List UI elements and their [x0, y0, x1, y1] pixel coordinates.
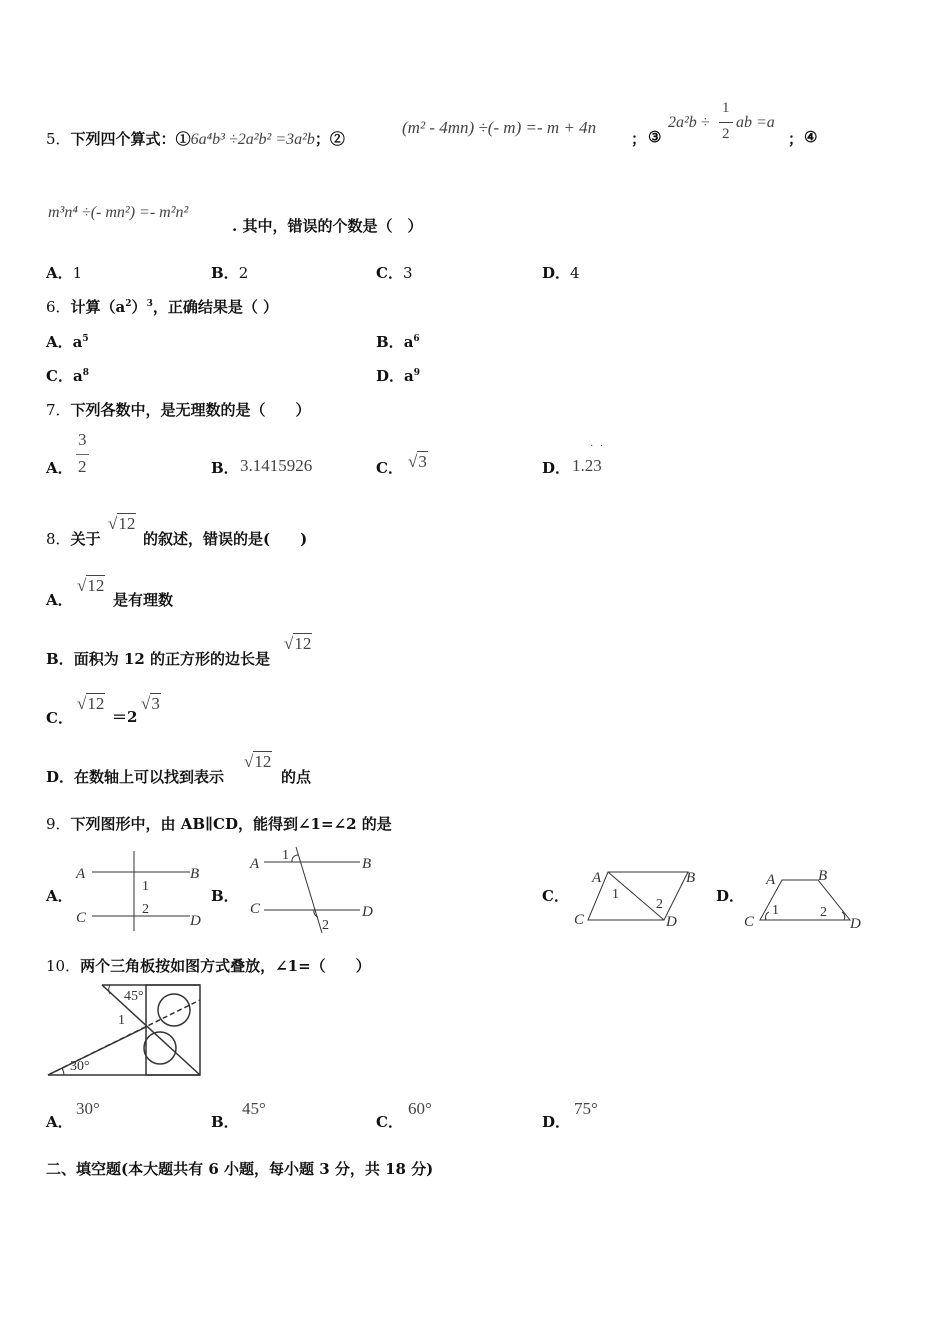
label-angle-1: 1 [118, 1013, 125, 1028]
option-a[interactable]: A． [46, 1113, 73, 1131]
expression-1: 6a⁴b³ ÷2a²b² =3a²b [190, 131, 315, 148]
option-d-value: 1.23 [572, 456, 602, 475]
sqrt-12: √12 [77, 576, 105, 595]
separator: ； [631, 130, 647, 148]
svg-text:C: C [744, 914, 755, 930]
circled-number-3: ③ [648, 128, 662, 146]
figure-c [572, 862, 702, 932]
sqrt-12: √12 [244, 752, 272, 771]
question-8-stem-b: 的叙述，错误的是( ) [143, 530, 308, 548]
option-a-value: 30° [76, 1099, 100, 1118]
option-d[interactable]: D．4 [542, 264, 580, 282]
svg-text:1: 1 [282, 848, 289, 863]
section-title: 二、填空题(本大题共有 6 小题，每小题 3 分，共 18 分) [46, 1160, 434, 1178]
option-b[interactable]: B． [211, 459, 239, 477]
option-c[interactable]: C． [376, 1113, 403, 1131]
option-c[interactable]: C．3 [376, 264, 413, 282]
svg-text:C: C [574, 912, 585, 928]
label-b: B [190, 866, 200, 882]
label-30-degree: 30° [70, 1059, 90, 1074]
sqrt-12: √12 [284, 634, 312, 653]
circled-number-2: ② [329, 130, 345, 148]
option-b[interactable]: B． [211, 887, 239, 905]
svg-text:1: 1 [612, 887, 619, 902]
separator: ； [314, 130, 330, 148]
figure-d [742, 862, 872, 932]
circled-number-1: ① [175, 130, 191, 148]
question-number: 5． [46, 130, 71, 148]
triangle-figure [44, 982, 206, 1080]
fraction-bar [719, 122, 733, 123]
option-c-value: 60° [408, 1099, 432, 1118]
option-b-value: 45° [242, 1099, 266, 1118]
option-b[interactable]: B．$a^6$ [376, 333, 420, 351]
option-c[interactable]: C． [542, 887, 569, 905]
repeating-dots: · · [590, 441, 606, 452]
option-d[interactable]: D．$a^9$ [376, 367, 421, 385]
option-a[interactable]: A． [46, 459, 73, 477]
option-b[interactable]: B． [211, 1113, 239, 1131]
question-stem: 下列四个算式： [70, 130, 176, 148]
option-c[interactable]: C． [376, 459, 403, 477]
svg-text:B: B [686, 870, 696, 886]
svg-text:1: 1 [772, 903, 779, 918]
option-a-text: 是有理数 [113, 591, 174, 609]
question-10-stem: 10．两个三角板按如图方式叠放，∠1=（ ） [46, 957, 371, 975]
svg-text:D: D [850, 916, 861, 932]
sqrt-12: √12 [77, 694, 105, 713]
figure-a [72, 845, 212, 935]
expression-4: m³n⁴ ÷(- mn²) =- m²n² [48, 204, 189, 221]
figure-b [246, 843, 386, 935]
option-d-text-b: 的点 [281, 768, 312, 786]
svg-text:A: A [766, 872, 776, 888]
svg-text:D: D [666, 914, 677, 930]
option-d[interactable]: D．在数轴上可以找到表示 [46, 768, 225, 786]
option-a[interactable]: A． [46, 887, 73, 905]
svg-text:C: C [250, 901, 261, 917]
svg-text:A: A [250, 856, 260, 872]
equals-two: ＝2 [112, 708, 138, 726]
label-45-degree: 45° [124, 989, 144, 1004]
option-c[interactable]: C．$a^8$ [46, 367, 89, 385]
question-7-stem: 7．下列各数中，是无理数的是（ ） [46, 401, 311, 419]
question-5-line1 [46, 128, 345, 149]
angle-2: 2 [142, 902, 149, 917]
option-a[interactable]: A． [46, 591, 73, 609]
option-d[interactable]: D． [542, 459, 571, 477]
svg-text:2: 2 [656, 897, 663, 912]
svg-text:A: A [592, 870, 602, 886]
option-d[interactable]: D． [542, 1113, 571, 1131]
question-9-stem: 9．下列图形中，由 AB∥CD，能得到∠1=∠2 的是 [46, 815, 392, 833]
option-c[interactable]: C． [46, 709, 73, 727]
option-a[interactable]: A．$a^5$ [46, 333, 89, 351]
svg-text:B: B [362, 856, 372, 872]
sqrt-3: √3 [408, 452, 427, 471]
question-6-stem: 6．计算$(a^2)^3$，正确结果是（ ） [46, 298, 279, 316]
svg-text:D: D [362, 904, 373, 920]
svg-text:2: 2 [322, 918, 329, 933]
sqrt-12: √12 [108, 514, 136, 533]
option-d-value: 75° [574, 1099, 598, 1118]
sqrt-3: √3 [141, 694, 160, 713]
angle-1: 1 [142, 879, 149, 894]
option-b[interactable]: B．面积为 12 的正方形的边长是 [46, 650, 271, 668]
question-tail: . 其中，错误的个数是（ ） [232, 217, 423, 235]
circled-number-4: ④ [804, 128, 818, 146]
option-b-value: 3.1415926 [240, 456, 313, 475]
option-a[interactable]: A．1 [46, 264, 83, 282]
separator: ； [788, 130, 804, 148]
label-a: A [76, 866, 86, 882]
label-c: C [76, 910, 87, 926]
question-8-stem-a: 8．关于 [46, 530, 101, 548]
option-d[interactable]: D． [716, 887, 745, 905]
svg-text:2: 2 [820, 905, 827, 920]
svg-text:B: B [818, 868, 828, 884]
label-d: D [190, 913, 201, 929]
expression-2: (m² - 4mn) ÷(- m) =- m + 4n [402, 118, 597, 137]
option-b[interactable]: B．2 [211, 264, 249, 282]
